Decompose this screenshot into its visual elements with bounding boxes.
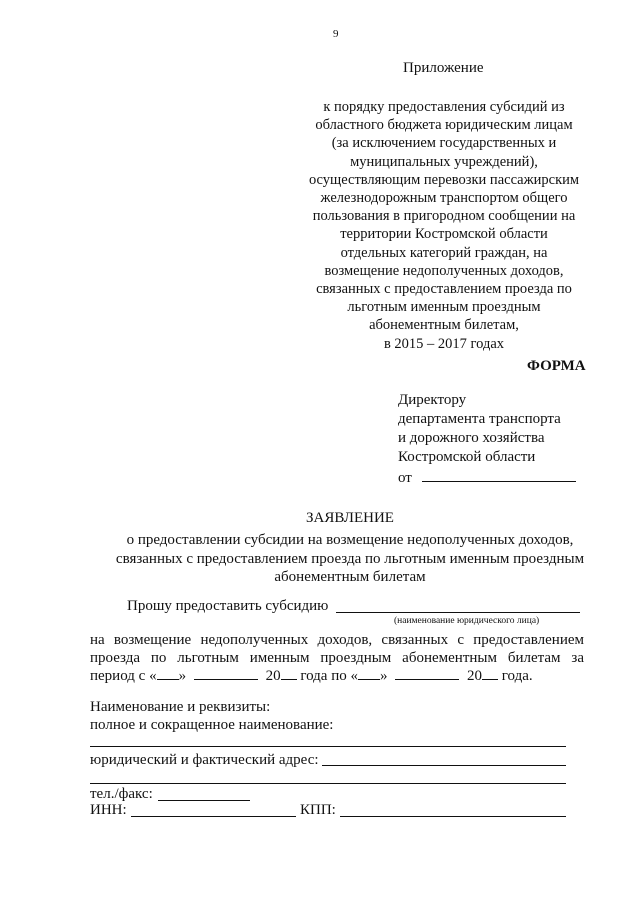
kpp-blank[interactable]: [340, 816, 566, 817]
end-day-blank[interactable]: [358, 665, 380, 680]
subtitle-line: абонементным билетам: [274, 569, 426, 585]
appendix-description: [296, 98, 592, 353]
start-year-blank[interactable]: [281, 665, 297, 680]
body-line-2: на возмещение недополученных доходов, связанных с предоставлением: [90, 632, 584, 648]
from-label: от: [398, 470, 412, 486]
request-label: Прошу предоставить субсидию: [127, 598, 329, 614]
appendix-line: пользования в пригородном сообщении на: [312, 208, 576, 225]
kpp-label: КПП:: [300, 802, 336, 818]
addressee-block: [398, 391, 576, 488]
appendix-line: отдельных категорий граждан, на: [340, 244, 548, 261]
addressee-line: Директору: [398, 392, 467, 408]
addressee-line: департамента транспорта: [398, 411, 561, 427]
appendix-line: льготным именным проездным: [347, 299, 541, 316]
entity-name-blank[interactable]: [336, 612, 580, 613]
entity-name-hint: (наименование юридического лица): [394, 616, 540, 626]
full-name-label: полное и сокращенное наименование:: [90, 717, 334, 733]
body-line-3: проезда по льготным именным проездным абонементным билетам за: [90, 650, 584, 666]
appendix-line: (за исключением государственных и: [331, 135, 557, 152]
appendix-line: территории Костромской области: [340, 226, 548, 243]
statement-subtitle: [80, 531, 620, 587]
full-name-blank[interactable]: [90, 746, 566, 747]
appendix-line: в 2015 – 2017 годах: [383, 335, 505, 352]
quote-close: »: [178, 668, 187, 684]
address-label: юридический и фактический адрес:: [90, 752, 319, 768]
quote-close: »: [380, 668, 388, 684]
phone-blank[interactable]: [158, 800, 250, 801]
appendix-line: возмещение недополученных доходов,: [324, 262, 564, 279]
year-end-label: года.: [501, 668, 533, 684]
appendix-line: железнодорожным транспортом общего: [320, 190, 568, 207]
details-heading: Наименование и реквизиты:: [90, 699, 271, 715]
period-start-label: период с «: [90, 668, 157, 684]
address-blank-2[interactable]: [90, 783, 566, 784]
appendix-line: связанных с предоставлением проезда по: [316, 281, 572, 298]
year-prefix: 20: [265, 668, 281, 684]
phone-label: тел./факс:: [90, 786, 153, 802]
page-number: 9: [333, 28, 339, 40]
period-line: [90, 665, 533, 686]
end-year-blank[interactable]: [482, 665, 498, 680]
year-prefix: 20: [467, 668, 482, 684]
appendix-line: муниципальных учреждений),: [350, 153, 538, 170]
from-blank[interactable]: [422, 467, 576, 482]
appendix-line: к порядку предоставления субсидий из: [323, 99, 565, 115]
addressee-line: Костромской области: [398, 449, 536, 465]
form-label: ФОРМА: [527, 358, 586, 374]
appendix-line: осуществляющим перевозки пассажирским: [308, 171, 580, 188]
appendix-line: абонементным билетам,: [369, 317, 519, 334]
appendix-line: областного бюджета юридическим лицам: [315, 117, 573, 134]
start-month-blank[interactable]: [194, 665, 258, 680]
addressee-line: и дорожного хозяйства: [398, 430, 545, 446]
appendix-title: Приложение: [403, 60, 484, 76]
start-day-blank[interactable]: [157, 665, 179, 680]
end-month-blank[interactable]: [395, 665, 459, 680]
from-line: [398, 467, 576, 488]
address-blank-1[interactable]: [322, 765, 566, 766]
inn-blank[interactable]: [131, 816, 296, 817]
inn-label: ИНН:: [90, 802, 127, 818]
subtitle-line: о предоставлении субсидии на возмещение недополученных доходов,: [126, 532, 574, 548]
year-to-label: года по «: [300, 668, 358, 684]
subtitle-line: связанных с предоставлением проезда по льготным именным проездным: [115, 550, 585, 567]
statement-title: ЗАЯВЛЕНИЕ: [306, 510, 394, 526]
